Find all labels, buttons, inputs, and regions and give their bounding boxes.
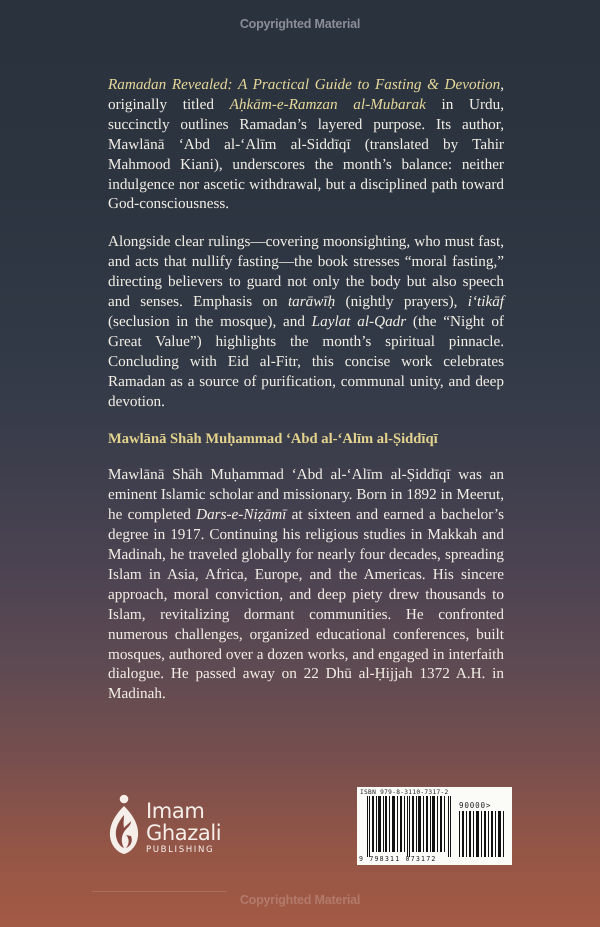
text-span: (the “Night of Great Value”) highlights the month’s spiritual pinnacle. Concluding with Eid al-Fitr, this concise work celebrates Ramadan as a source of purification, communal unity, and deep devotion. bbox=[108, 312, 504, 410]
back-cover-text bbox=[108, 75, 504, 722]
text-span: Mawlānā Shāh Muḥammad ‘Abd al-‘Alīm al-Ṣiddīqī was an eminent Islamic scholar and missionary. Born in 1892 in Meerut, he completed bbox=[108, 466, 504, 524]
barcode-digits: 9 798311 073172 bbox=[359, 855, 437, 863]
term-itikaf: i‘tikāf bbox=[467, 293, 505, 311]
term-dars-e-nizami: Dars-e-Niẓāmī bbox=[196, 506, 287, 524]
book-description-paragraph-2 bbox=[108, 232, 504, 411]
publisher-logo bbox=[107, 793, 221, 855]
publisher-name-line1: Imam bbox=[146, 799, 205, 824]
text-span: Alongside clear rulings—covering moonsighting, who must fast, and acts that nullify fasting—the book stresses “moral fasting,” directing believers to guard not only the body but also speech and senses. Emphasis on bbox=[108, 233, 504, 311]
original-title: Aḥkām-e-Ramzan al-Mubarak bbox=[229, 95, 426, 113]
text-span: at sixteen and earned a bachelor’s degree in 1917. Continuing his religious studies in Makkah and Madinah, he traveled globally for nearly four decades, spreading Islam in Asia, Africa, Europe, and the Americas. His sincere approach, moral conviction, and deep piety drew thousands to Islam, revitalizing dormant communities. He confronted numerous challenges, organized educational conferences, built mosques, authored over a dozen works, and engaged in interfaith dialogue. He passed away on 22 Dhū al-Ḥijjah 1372 A.H. in Madinah. bbox=[108, 506, 505, 703]
barcode-bars-icon bbox=[367, 796, 451, 857]
isbn-label: ISBN 979-8-3110-7317-2 bbox=[360, 789, 449, 796]
text-span: , originally titled bbox=[108, 76, 504, 113]
divider-line bbox=[92, 891, 227, 892]
book-title: Ramadan Revealed: A Practical Guide to Fasting & Devotion bbox=[108, 76, 501, 93]
isbn-barcode bbox=[357, 787, 512, 865]
term-taraweeh: tarāwīḥ bbox=[287, 293, 336, 311]
price-code: 90000> bbox=[459, 801, 492, 810]
publisher-name-line3: PUBLISHING bbox=[146, 845, 215, 856]
author-heading: Mawlānā Shāh Muḥammad ‘Abd al-‘Alīm al-Ṣiddīqī bbox=[108, 430, 438, 447]
term-laylat-al-qadr: Laylat al-Qadr bbox=[311, 312, 407, 330]
publisher-name-line2: Ghazali bbox=[146, 821, 222, 846]
text-span: (seclusion in the mosque), and bbox=[108, 312, 312, 330]
author-bio bbox=[108, 465, 504, 704]
copyright-watermark-bottom: Copyrighted Material bbox=[239, 893, 361, 907]
book-description-paragraph-1 bbox=[108, 75, 504, 214]
text-span: (nightly prayers), bbox=[335, 293, 468, 311]
addon-barcode-bars-icon bbox=[459, 811, 505, 857]
copyright-watermark-top: Copyrighted Material bbox=[239, 17, 361, 31]
publisher-name bbox=[146, 801, 221, 855]
flame-drop-logo-icon bbox=[107, 793, 141, 855]
text-span: in Urdu, succinctly outlines Ramadan’s layered purpose. Its author, Mawlānā ‘Abd al-‘Alīm al-Siddīqī (translated by Tahir Mahmood Kiani), underscores the month’s balance: neither indulgence nor ascetic withdrawal, but a disciplined path toward God-consciousness. bbox=[108, 95, 505, 213]
